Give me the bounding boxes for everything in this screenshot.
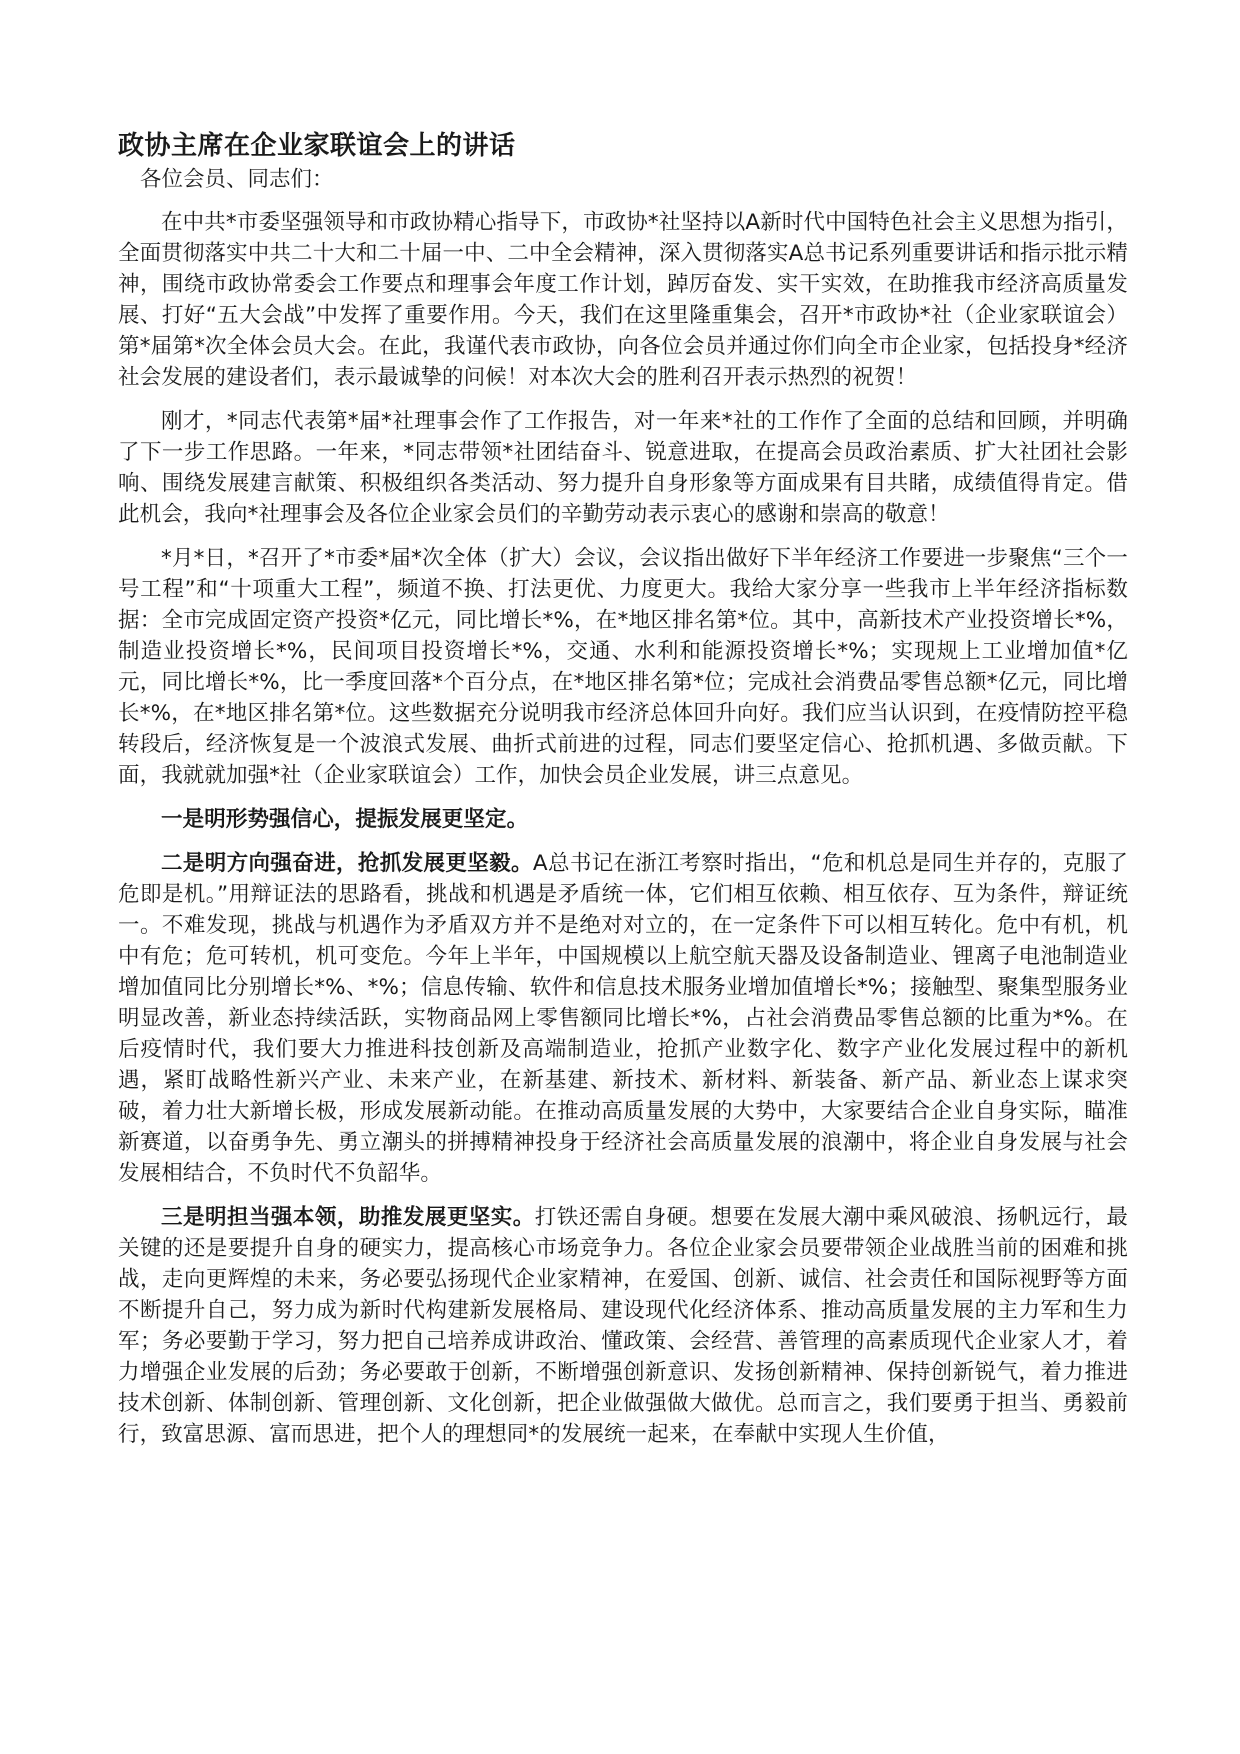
paragraph-6: [118, 1202, 1128, 1450]
paragraph-5-text: A总书记在浙江考察时指出，“危和机总是同生并存的，克服了危即是机。”用辩证法的思路看，挑战和机遇是矛盾统一体，它们相互依赖、相互依存、互为条件，辩证统一。不难发现，挑战与机遇作为矛盾双方并不是绝对对立的，在一定条件下可以相互转化。危中有机，机中有危；危可转机，机可变危。今年上半年，中国规模以上航空航天器及设备制造业、锂离子电池制造业增加值同比分别增长*%、*%；信息传输、软件和信息技术服务业增加值增长*%；接触型、聚集型服务业明显改善，新业态持续活跃，实物商品网上零售额同比增长*%，占社会消费品零售总额的比重为*%。在后疫情时代，我们要大力推进科技创新及高端制造业，抢抓产业数字化、数字产业化发展过程中的新机遇，紧盯战略性新兴产业、未来产业，在新基建、新技术、新材料、新装备、新产品、新业态上谋求突破，着力壮大新增长极，形成发展新动能。在推动高质量发展的大势中，大家要结合企业自身实际，瞄准新赛道，以奋勇争先、勇立潮头的拼搏精神投身于经济社会高质量发展的浪潮中，将企业自身发展与社会发展相结合，不负时代不负韶华。: [118, 851, 1129, 1186]
document-title: 政协主席在企业家联谊会上的讲话: [118, 131, 516, 161]
paragraph-3-text: *月*日，*召开了*市委*届*次全体（扩大）会议，会议指出做好下半年经济工作要进一步聚焦“三个一号工程”和“十项重大工程”，频道不换、打法更优、力度更大。我给大家分享一些我市上半年经济指标数据：全市完成固定资产投资*亿元，同比增长*%，在*地区排名第*位。其中，高新技术产业投资增长*%，制造业投资增长*%，民间项目投资增长*%，交通、水利和能源投资增长*%；实现规上工业增加值*亿元，同比增长*%，比一季度回落*个百分点，在*地区排名第*位；完成社会消费品零售总额*亿元，同比增长*%，在*地区排名第*位。这些数据充分说明我市经济总体回升向好。我们应当认识到，在疫情防控平稳转段后，经济恢复是一个波浪式发展、曲折式前进的过程，同志们要坚定信心、抢抓机遇、多做贡献。下面，我就就加强*社（企业家联谊会）工作，加快会员企业发展，讲三点意见。: [118, 546, 1128, 788]
paragraph-4: [118, 804, 1128, 835]
paragraph-3: [118, 543, 1128, 791]
paragraph-6-lead: 三是明担当强本领，助推发展更坚实。: [161, 1205, 535, 1230]
paragraph-5-lead: 二是明方向强奋进，抢抓发展更坚毅。: [161, 851, 533, 876]
paragraph-5: [118, 848, 1128, 1189]
paragraph-2: [118, 406, 1128, 530]
paragraph-4-lead: 一是明形势强信心，提振发展更坚定。: [161, 807, 529, 832]
paragraph-2-text: 刚才，*同志代表第*届*社理事会作了工作报告，对一年来*社的工作作了全面的总结和回顾，并明确了下一步工作思路。一年来，*同志带领*社团结奋斗、锐意进取，在提高会员政治素质、扩大社团社会影响、围绕发展建言献策、积极组织各类活动、努力提升自身形象等方面成果有目共睹，成绩值得肯定。借此机会，我向*社理事会及各位企业家会员们的辛勤劳动表示衷心的感谢和崇高的敬意！: [118, 409, 1128, 527]
paragraph-1: [118, 207, 1128, 393]
paragraph-1-text: 在中共*市委坚强领导和市政协精心指导下，市政协*社坚持以A新时代中国特色社会主义思想为指引，全面贯彻落实中共二十大和二十届一中、二中全会精神，深入贯彻落实A总书记系列重要讲话和指示批示精神，围绕市政协常委会工作要点和理事会年度工作计划，踔厉奋发、实干实效，在助推我市经济高质量发展、打好“五大会战”中发挥了重要作用。今天，我们在这里隆重集会，召开*市政协*社（企业家联谊会）第*届第*次全体会员大会。在此，我谨代表市政协，向各位会员并通过你们向全市企业家，包括投身*经济社会发展的建设者们，表示最诚挚的问候！对本次大会的胜利召开表示热烈的祝贺！: [118, 210, 1128, 390]
salutation: 各位会员、同志们：: [140, 167, 334, 192]
paragraph-6-text: 打铁还需自身硬。想要在发展大潮中乘风破浪、扬帆远行，最关键的还是要提升自身的硬实力，提高核心市场竞争力。各位企业家会员要带领企业战胜当前的困难和挑战，走向更辉煌的未来，务必要弘扬现代企业家精神，在爱国、创新、诚信、社会责任和国际视野等方面不断提升自己，努力成为新时代构建新发展格局、建设现代化经济体系、推动高质量发展的主力军和生力军；务必要勤于学习，努力把自己培养成讲政治、懂政策、会经营、善管理的高素质现代企业家人才，着力增强企业发展的后劲；务必要敢于创新，不断增强创新意识、发扬创新精神、保持创新锐气，着力推进技术创新、体制创新、管理创新、文化创新，把企业做强做大做优。总而言之，我们要勇于担当、勇毅前行，致富思源、富而思进，把个人的理想同*的发展统一起来，在奉献中实现人生价值，: [118, 1205, 1129, 1447]
document-page: [118, 128, 1128, 1463]
